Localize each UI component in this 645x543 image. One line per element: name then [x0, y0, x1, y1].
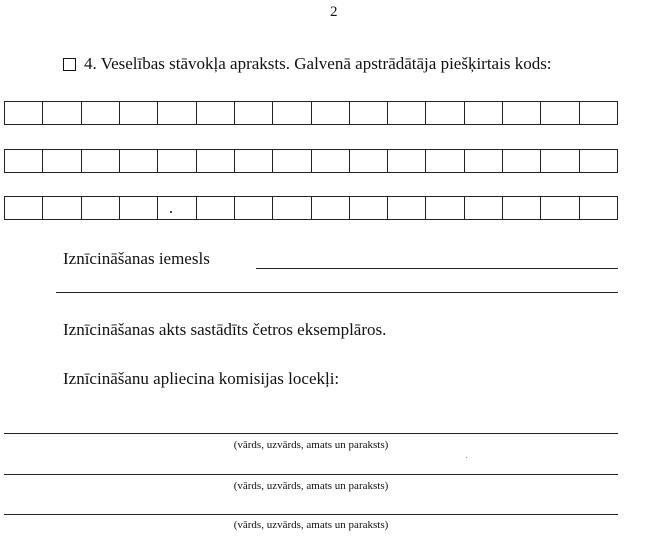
reason-field-line[interactable] — [256, 268, 618, 269]
code-cell[interactable] — [426, 102, 464, 124]
code-cell[interactable] — [580, 102, 618, 124]
code-cell[interactable] — [120, 197, 158, 219]
code-grid-row-1 — [4, 101, 618, 125]
code-cell[interactable] — [541, 197, 579, 219]
code-cell[interactable] — [580, 197, 618, 219]
code-cell[interactable] — [158, 150, 196, 172]
code-cell[interactable] — [312, 102, 350, 124]
code-cell[interactable] — [5, 102, 43, 124]
code-cell[interactable] — [82, 102, 120, 124]
reason-label: Iznīcināšanas iemesls — [63, 249, 210, 268]
code-cell[interactable] — [158, 102, 196, 124]
code-cell[interactable] — [43, 102, 81, 124]
code-cell[interactable] — [5, 197, 43, 219]
code-cell[interactable] — [273, 197, 311, 219]
section-heading — [63, 54, 552, 74]
code-cell[interactable] — [465, 197, 503, 219]
code-cell[interactable] — [5, 150, 43, 172]
code-grid-row-3 — [4, 196, 618, 220]
code-cell[interactable] — [465, 150, 503, 172]
code-cell[interactable] — [503, 197, 541, 219]
signature-line-3[interactable] — [4, 514, 618, 515]
code-cell[interactable] — [312, 150, 350, 172]
code-cell[interactable] — [273, 102, 311, 124]
scan-speck — [466, 457, 467, 458]
reason-field-line-continued[interactable] — [56, 292, 618, 293]
code-cell[interactable] — [388, 102, 426, 124]
code-cell[interactable] — [158, 197, 196, 219]
code-cell[interactable] — [120, 102, 158, 124]
code-cell[interactable] — [82, 197, 120, 219]
code-cell[interactable] — [350, 102, 388, 124]
code-cell[interactable] — [426, 150, 464, 172]
signature-caption-1: (vārds, uzvārds, amats un paraksts) — [233, 439, 389, 451]
signature-line-2[interactable] — [4, 474, 618, 475]
section-checkbox[interactable] — [63, 58, 76, 71]
code-cell[interactable] — [197, 102, 235, 124]
code-cell[interactable] — [43, 197, 81, 219]
code-cell[interactable] — [541, 150, 579, 172]
code-cell[interactable] — [388, 197, 426, 219]
code-cell[interactable] — [503, 150, 541, 172]
code-cell[interactable] — [388, 150, 426, 172]
code-cell[interactable] — [197, 150, 235, 172]
code-cell[interactable] — [273, 150, 311, 172]
code-cell[interactable] — [197, 197, 235, 219]
code-cell[interactable] — [350, 150, 388, 172]
code-cell[interactable] — [235, 197, 273, 219]
code-cell[interactable] — [541, 102, 579, 124]
commission-statement: Iznīcināšanu apliecina komisijas locekļi: — [63, 369, 340, 388]
code-cell[interactable] — [503, 102, 541, 124]
code-cell[interactable] — [43, 150, 81, 172]
signature-caption-2: (vārds, uzvārds, amats un paraksts) — [233, 480, 389, 492]
copies-statement: Iznīcināšanas akts sastādīts četros eksemplāros. — [63, 320, 387, 339]
code-cell[interactable] — [426, 197, 464, 219]
section-heading-text: 4. Veselības stāvokļa apraksts. Galvenā apstrādātāja piešķirtais kods: — [84, 54, 552, 73]
code-cell[interactable] — [235, 150, 273, 172]
signature-line-1[interactable] — [4, 433, 618, 434]
code-cell[interactable] — [350, 197, 388, 219]
code-grid-row-2 — [4, 149, 618, 173]
code-cell[interactable] — [580, 150, 618, 172]
signature-caption-3: (vārds, uzvārds, amats un paraksts) — [233, 519, 389, 531]
code-cell[interactable] — [82, 150, 120, 172]
code-cell[interactable] — [235, 102, 273, 124]
code-cell[interactable] — [120, 150, 158, 172]
code-cell[interactable] — [465, 102, 503, 124]
code-cell[interactable] — [312, 197, 350, 219]
page-number: 2 — [330, 4, 338, 20]
